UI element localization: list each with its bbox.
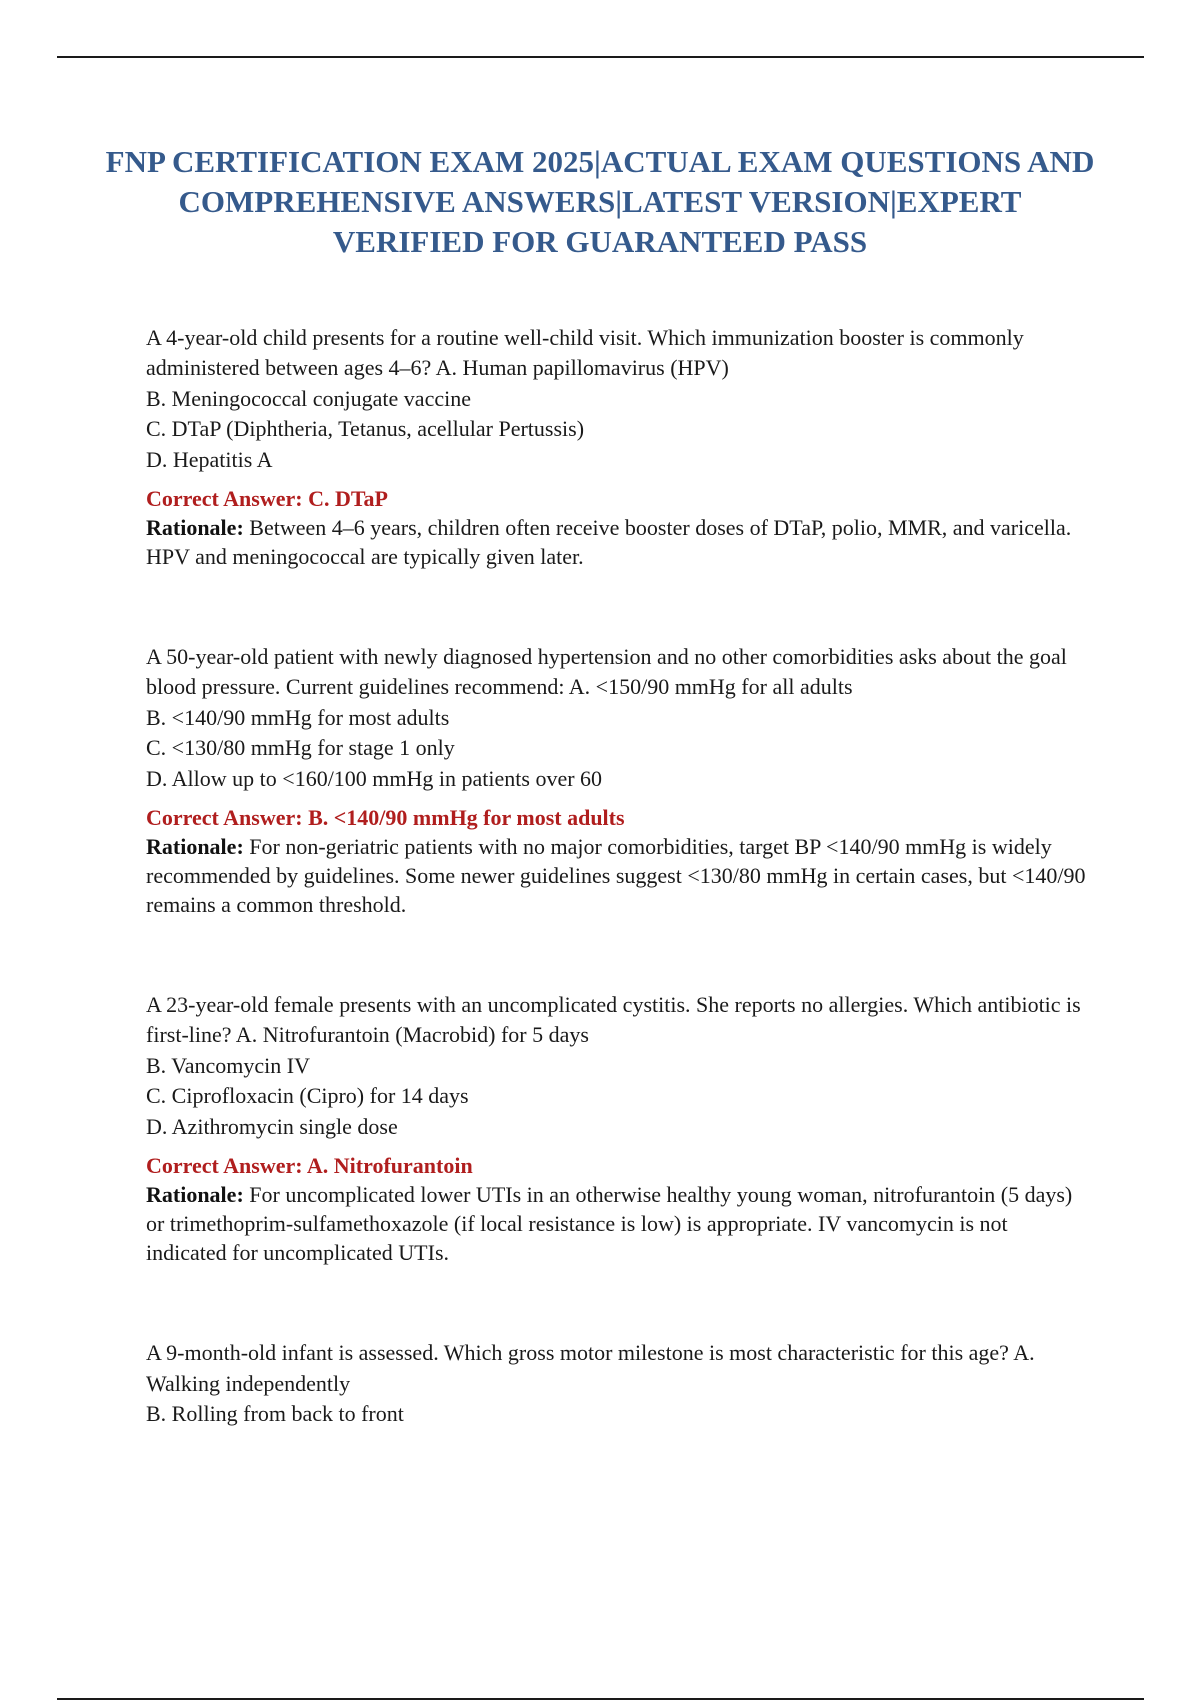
- question-option: C. <130/80 mmHg for stage 1 only: [146, 735, 455, 761]
- question-spacer: [146, 571, 1086, 642]
- question-option: B. Vancomycin IV: [146, 1052, 310, 1078]
- answer-block-3: [146, 1151, 1086, 1267]
- rationale-label: Rationale:: [146, 834, 244, 860]
- rationale-text: For non-geriatric patients with no major comorbidities, target BP <140/90 mmHg is widely recommended by guidelines. Some newer guidelines suggest <130/80 mmHg in certain cases, but <140/90 remains a common threshold.: [146, 834, 1086, 918]
- correct-answer: Correct Answer: C. DTaP: [146, 486, 388, 512]
- answer-block-1: [146, 484, 1086, 571]
- question-1: [146, 323, 1086, 475]
- rationale-label: Rationale:: [146, 1182, 244, 1208]
- answer-block-2: [146, 803, 1086, 919]
- question-option: D. Azithromycin single dose: [146, 1113, 398, 1139]
- rationale: [146, 1180, 1086, 1267]
- rationale: [146, 513, 1086, 571]
- question-3: [146, 990, 1086, 1142]
- question-option: C. DTaP (Diphtheria, Tetanus, acellular Pertussis): [146, 416, 585, 442]
- rationale-text: For uncomplicated lower UTIs in an otherwise healthy young woman, nitrofurantoin (5 days) or trimethoprim-sulfamethoxazole (if local resistance is low) is appropriate. IV vancomycin is not indicated for uncomplicated UTIs.: [146, 1182, 1073, 1266]
- question-option: C. Ciprofloxacin (Cipro) for 14 days: [146, 1083, 469, 1109]
- question-stem: A 50-year-old patient with newly diagnosed hypertension and no other comorbidities asks about the goal blood pressure. Current guidelines recommend: A. <150/90 mmHg for all adults: [146, 644, 1067, 700]
- rationale-text: Between 4–6 years, children often receive booster doses of DTaP, polio, MMR, and varicella. HPV and meningococcal are typically given later.: [146, 515, 1072, 570]
- question-spacer: [146, 1267, 1086, 1338]
- correct-answer: Correct Answer: A. Nitrofurantoin: [146, 1153, 473, 1179]
- question-option: B. <140/90 mmHg for most adults: [146, 704, 450, 730]
- rationale-label: Rationale:: [146, 515, 244, 541]
- question-option: B. Meningococcal conjugate vaccine: [146, 385, 471, 411]
- document-body: [146, 323, 1086, 1429]
- rationale: [146, 832, 1086, 919]
- question-stem: A 23-year-old female presents with an uncomplicated cystitis. She reports no allergies. Which antibiotic is first-line? A. Nitrofurantoin (Macrobid) for 5 days: [146, 992, 1081, 1048]
- question-option: B. Rolling from back to front: [146, 1400, 404, 1426]
- question-spacer: [146, 919, 1086, 990]
- question-stem: A 9-month-old infant is assessed. Which gross motor milestone is most characteristic for this age? A. Walking independently: [146, 1340, 1035, 1396]
- document-title: FNP CERTIFICATION EXAM 2025|ACTUAL EXAM QUESTIONS AND COMPREHENSIVE ANSWERS|LATEST VERSION|EXPERT VERIFIED FOR GUARANTEED PASS: [105, 144, 1095, 259]
- correct-answer: Correct Answer: B. <140/90 mmHg for most adults: [146, 805, 625, 831]
- top-rule: [57, 56, 1144, 58]
- question-option: D. Allow up to <160/100 mmHg in patients over 60: [146, 765, 603, 791]
- question-stem: A 4-year-old child presents for a routine well-child visit. Which immunization booster is commonly administered between ages 4–6? A. Human papillomavirus (HPV): [146, 325, 1024, 381]
- question-4: [146, 1338, 1086, 1429]
- question-2: [146, 642, 1086, 794]
- question-option: D. Hepatitis A: [146, 446, 273, 472]
